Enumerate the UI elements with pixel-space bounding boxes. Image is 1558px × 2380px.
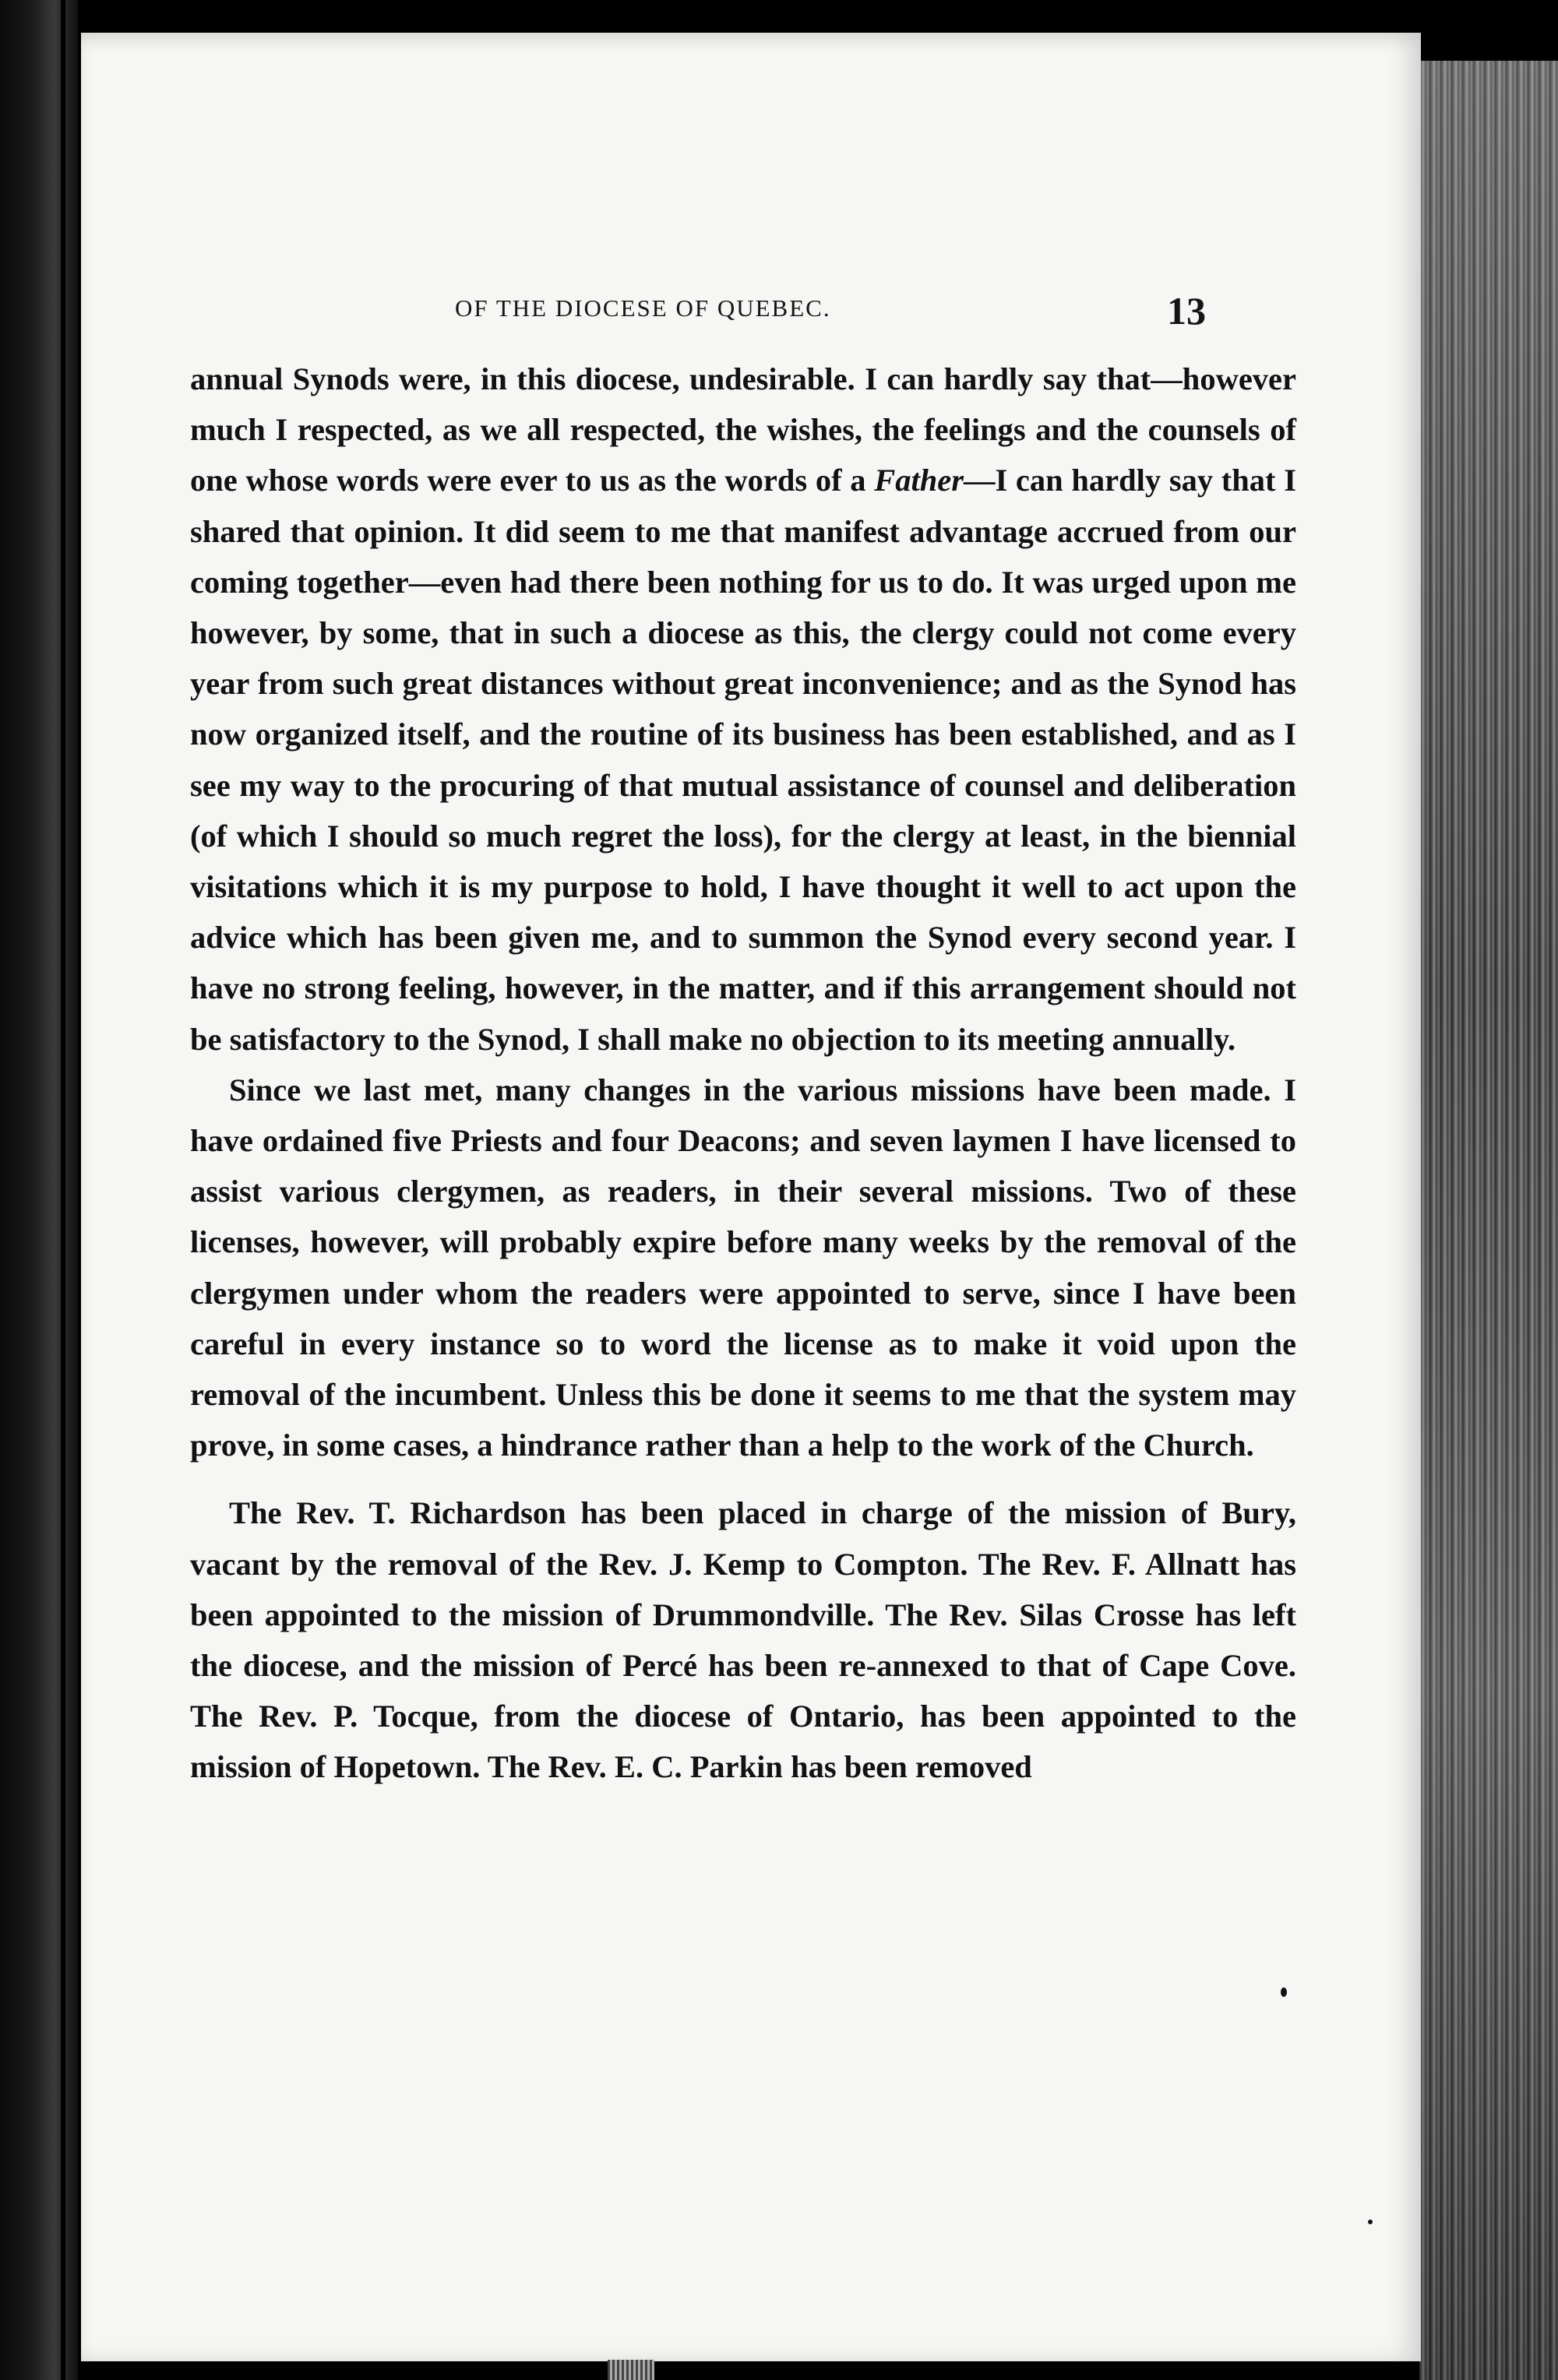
book-page-edges — [1419, 61, 1558, 2380]
body-text — [190, 354, 1296, 1793]
running-title: OF THE DIOCESE OF QUEBEC. — [455, 294, 831, 322]
paragraph-1-text-b: —I can hardly say that I shared that opinion. It did seem to me that manifest advantage accrued from our coming together—even had there been nothing for us to do. It was urged upon me however, by some, that in such a diocese as this, the clergy could not come every year from such great distances without great inconvenience; and as the Synod has now organized itself, and the routine of its business has been established, and as I see my way to the procuring of that mutual assistance of counsel and deliberation (of which I should so much regret the loss), for the clergy at least, in the biennial visitations which it is my purpose to hold, I have thought it well to act upon the advice which has been given me, and to summon the Synod every second year. I have no strong feeling, however, in the matter, and if this arrangement should not be satisfactory to the Synod, I shall make no objection to its meeting annually. — [190, 463, 1296, 1057]
paragraph-1-text-a: annual Synods were, in this diocese, undesirable. I can hardly say that—however much I respected, as we all respected, the wishes, the feelings and the counsels of one whose words were ever to us as the words of a — [190, 361, 1296, 498]
binding-shadow — [0, 0, 78, 2380]
page-edges-shading — [1419, 61, 1558, 2380]
paragraph-2: Since we last met, many changes in the various missions have been made. I have ordained five Priests and four Deacons; and seven laymen I have licensed to assist various clergymen, as readers, in their several missions. Two of these licenses, however, will probably expire before many weeks by the removal of the clergymen under whom the readers were appointed to serve, since I have been careful in every instance so to word the license as to make it void upon the removal of the incumbent. Unless this be done it seems to me that the system may prove, in some cases, a hindrance rather than a help to the work of the Church. — [190, 1072, 1296, 1463]
ink-speck — [1281, 1987, 1287, 1997]
page-sheet — [81, 33, 1421, 2361]
ink-speck — [1368, 2220, 1373, 2224]
scan-artifact — [608, 2360, 654, 2380]
binding-edge-line — [61, 0, 65, 2380]
paragraph-3: The Rev. T. Richardson has been placed in charge of the mission of Bury, vacant by the removal of the Rev. J. Kemp to Compton. The Rev. F. Allnatt has been appointed to the mission of Drummondville. The Rev. Silas Crosse has left the diocese, and the mission of Percé has been re-annexed to that of Cape Cove. The Rev. P. Tocque, from the diocese of Ontario, has been appointed to the mission of Hopetown. The Rev. E. C. Parkin has been removed — [190, 1495, 1296, 1785]
paragraph-1-italic: Father — [874, 463, 964, 498]
page-number: 13 — [1167, 289, 1206, 333]
paragraph-1 — [190, 354, 1296, 1065]
